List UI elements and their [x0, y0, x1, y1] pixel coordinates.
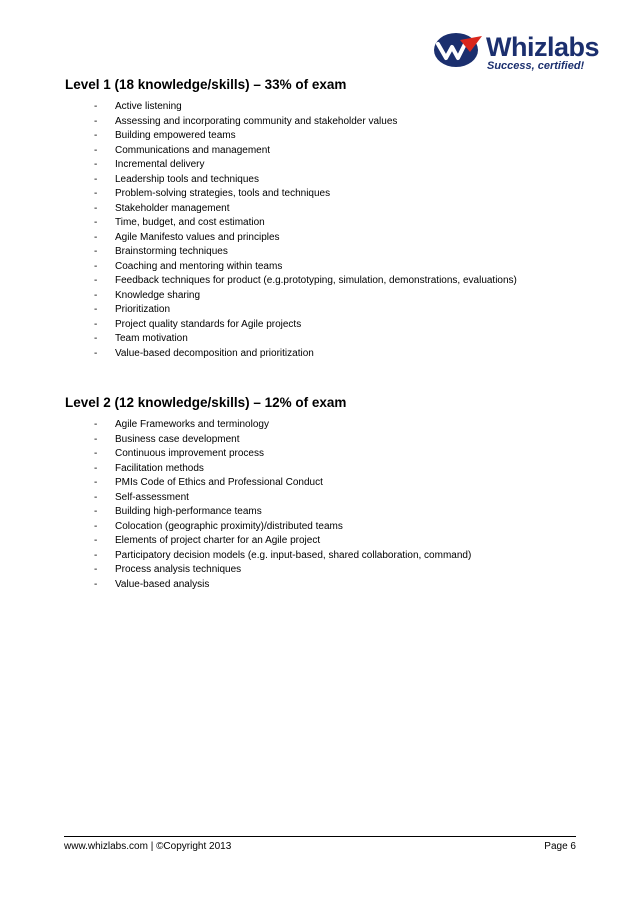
level-1-heading: Level 1 (18 knowledge/skills) – 33% of exam	[65, 77, 347, 92]
list-item-text: Coaching and mentoring within teams	[115, 260, 283, 272]
footer-divider	[64, 836, 576, 837]
level-2-heading: Level 2 (12 knowledge/skills) – 12% of exam	[65, 395, 347, 410]
dash-bullet: -	[94, 347, 98, 359]
list-item	[65, 520, 585, 535]
dash-bullet: -	[94, 130, 98, 141]
dash-bullet: -	[94, 564, 98, 575]
list-item-text: Active listening	[115, 101, 182, 112]
list-item-text: Elements of project charter for an Agile project	[115, 535, 321, 546]
list-item	[65, 274, 585, 289]
list-item	[65, 100, 585, 115]
whizlabs-logo	[430, 30, 615, 80]
logo-wordmark: Whizlabs	[486, 32, 600, 62]
list-item-text: Incremental delivery	[115, 159, 205, 170]
dash-bullet: -	[94, 246, 98, 257]
list-item	[65, 505, 585, 520]
dash-bullet: -	[94, 477, 98, 488]
list-item	[65, 549, 585, 564]
list-item-text: Building empowered teams	[115, 130, 236, 141]
list-item	[65, 245, 585, 260]
list-item	[65, 158, 585, 173]
list-item	[65, 289, 585, 304]
list-item	[65, 462, 585, 477]
list-item	[65, 115, 585, 130]
list-item-text: Business case development	[115, 433, 240, 445]
dash-bullet: -	[94, 231, 98, 243]
list-item-text: Building high-performance teams	[115, 506, 262, 517]
list-item-text: Colocation (geographic proximity)/distributed teams	[115, 520, 343, 532]
dash-bullet: -	[94, 260, 98, 272]
whizlabs-logo-icon	[430, 30, 486, 70]
dash-bullet: -	[94, 188, 98, 199]
page-number: Page 6	[544, 841, 576, 852]
list-item	[65, 534, 585, 549]
list-item-text: PMIs Code of Ethics and Professional Conduct	[115, 477, 323, 488]
dash-bullet: -	[94, 491, 98, 503]
level-2-list	[65, 418, 585, 592]
list-item-text: Value-based decomposition and prioritization	[115, 347, 314, 359]
dash-bullet: -	[94, 448, 98, 459]
list-item	[65, 260, 585, 275]
list-item	[65, 347, 585, 362]
list-item	[65, 231, 585, 246]
list-item-text: Agile Manifesto values and principles	[115, 231, 280, 243]
dash-bullet: -	[94, 433, 98, 445]
dash-bullet: -	[94, 217, 98, 228]
list-item-text: Self-assessment	[115, 491, 189, 503]
list-item	[65, 173, 585, 188]
dash-bullet: -	[94, 549, 98, 561]
list-item-text: Knowledge sharing	[115, 289, 201, 301]
list-item	[65, 187, 585, 202]
footer-copyright: www.whizlabs.com | ©Copyright 2013	[64, 841, 232, 852]
dash-bullet: -	[94, 202, 98, 214]
list-item-text: Facilitation methods	[115, 462, 204, 474]
list-item	[65, 433, 585, 448]
list-item	[65, 578, 585, 593]
list-item-text: Project quality standards for Agile projects	[115, 318, 302, 330]
level-2-section	[65, 394, 585, 592]
list-item	[65, 332, 585, 347]
list-item-text: Brainstorming techniques	[115, 246, 228, 257]
dash-bullet: -	[94, 115, 98, 127]
dash-bullet: -	[94, 333, 98, 344]
list-item	[65, 216, 585, 231]
dash-bullet: -	[94, 462, 98, 474]
dash-bullet: -	[94, 419, 98, 430]
list-item-text: Time, budget, and cost estimation	[115, 217, 265, 228]
list-item-text: Leadership tools and techniques	[115, 173, 259, 185]
list-item-text: Agile Frameworks and terminology	[115, 419, 269, 430]
dash-bullet: -	[94, 318, 98, 330]
list-item-text: Problem-solving strategies, tools and techniques	[115, 188, 331, 199]
list-item	[65, 476, 585, 491]
list-item	[65, 144, 585, 159]
dash-bullet: -	[94, 101, 98, 112]
list-item	[65, 129, 585, 144]
dash-bullet: -	[94, 304, 98, 315]
level-1-section	[65, 76, 585, 361]
list-item	[65, 202, 585, 217]
dash-bullet: -	[94, 173, 98, 185]
dash-bullet: -	[94, 535, 98, 546]
list-item-text: Continuous improvement process	[115, 448, 264, 459]
list-item	[65, 418, 585, 433]
list-item-text: Stakeholder management	[115, 202, 230, 214]
list-item	[65, 491, 585, 506]
list-item	[65, 563, 585, 578]
logo-tagline: Success, certified!	[487, 60, 585, 72]
list-item	[65, 303, 585, 318]
list-item-text: Feedback techniques for product (e.g.prototyping, simulation, demonstrations, evaluations)	[115, 275, 517, 286]
list-item	[65, 447, 585, 462]
dash-bullet: -	[94, 159, 98, 170]
level-1-list	[65, 100, 585, 361]
dash-bullet: -	[94, 506, 98, 517]
dash-bullet: -	[94, 275, 98, 286]
dash-bullet: -	[94, 578, 98, 590]
list-item	[65, 318, 585, 333]
list-item-text: Participatory decision models (e.g. input-based, shared collaboration, command)	[115, 549, 472, 561]
dash-bullet: -	[94, 289, 98, 301]
list-item-text: Prioritization	[115, 304, 171, 315]
list-item-text: Process analysis techniques	[115, 564, 242, 575]
dash-bullet: -	[94, 520, 98, 532]
dash-bullet: -	[94, 144, 98, 156]
list-item-text: Communications and management	[115, 144, 271, 156]
list-item-text: Team motivation	[115, 333, 188, 344]
list-item-text: Value-based analysis	[115, 578, 210, 590]
list-item-text: Assessing and incorporating community and stakeholder values	[115, 115, 398, 127]
